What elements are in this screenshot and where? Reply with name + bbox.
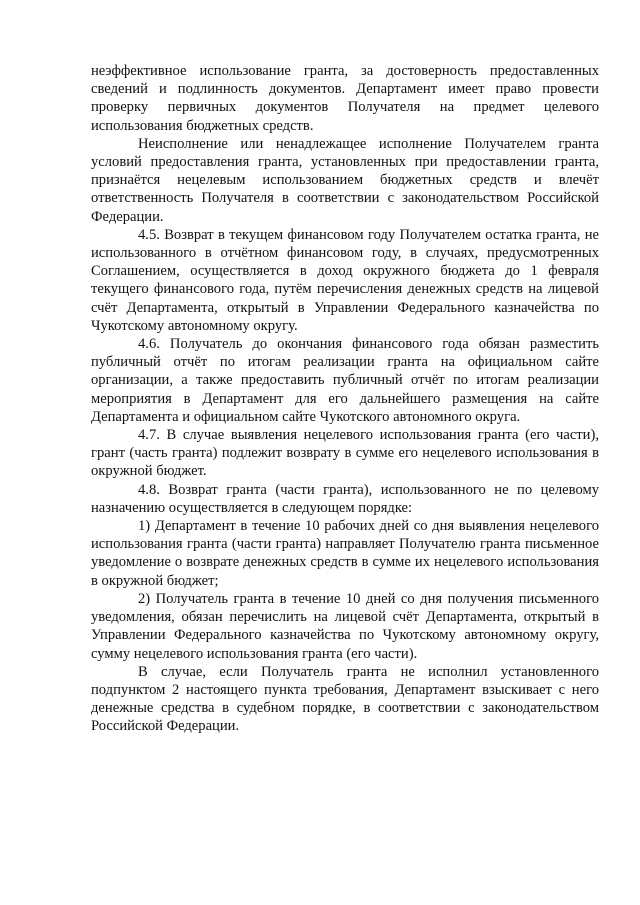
paragraph-4-5: 4.5. Возврат в текущем финансовом году Получателем остатка гранта, не использованного в отчётном финансовом году, в случаях, предусмотренных Соглашением, осуществляется в доход окружного бюджета до 1 февраля текущего финансового года, путём перечисления денежных средств на лицевой счёт Департамента, открытый в Управлении Федерального казначейства по Чукотскому автономному округу.	[91, 226, 599, 334]
paragraph-4-8-item-2: 2) Получатель гранта в течение 10 дней со дня получения письменного уведомления, обязан перечислить на лицевой счёт Департамента, открытый в Управлении Федерального казначейства по Чукотскому автономному округу, сумму нецелевого использования гранта (его части).	[91, 590, 599, 662]
paragraph-4-8: 4.8. Возврат гранта (части гранта), использованного не по целевому назначению осуществляется в следующем порядке:	[91, 481, 599, 516]
paragraph-court-recovery: В случае, если Получатель гранта не исполнил установленного подпунктом 2 настоящего пункта требования, Департамент взыскивает с него денежные средства в судебном порядке, в соответствии с законодательством Российской Федерации.	[91, 663, 599, 735]
paragraph-4-6: 4.6. Получатель до окончания финансового года обязан разместить публичный отчёт по итогам реализации гранта на официальном сайте организации, а также предоставить публичный отчёт по итогам реализации мероприятия в Департамент для его дальнейшего размещения на сайте Департамента и официальном сайте Чукотского автономного округа.	[91, 336, 599, 425]
document-body	[91, 62, 599, 736]
paragraph-misuse-liability: Неисполнение или ненадлежащее исполнение Получателем гранта условий предоставления гранта, установленных при предоставлении гранта, признаётся нецелевым использованием бюджетных средств и влечёт ответственность Получателя в соответствии с законодательством Российской Федерации.	[91, 135, 599, 225]
paragraph-4-8-item-1: 1) Департамент в течение 10 рабочих дней со дня выявления нецелевого использования гранта (части гранта) направляет Получателю гранта письменное уведомление о возврате денежных средств в сумме их нецелевого использования в окружной бюджет;	[91, 518, 599, 589]
paragraph-grant-responsibility: неэффективное использование гранта, за достоверность предоставленных сведений и подлинность документов. Департамент имеет право провести проверку первичных документов Получателя на предмет целевого использования бюджетных средств.	[91, 63, 599, 134]
paragraph-4-7: 4.7. В случае выявления нецелевого использования гранта (его части), грант (часть гранта) подлежит возврату в сумме его нецелевого использования в окружной бюджет.	[91, 427, 599, 480]
